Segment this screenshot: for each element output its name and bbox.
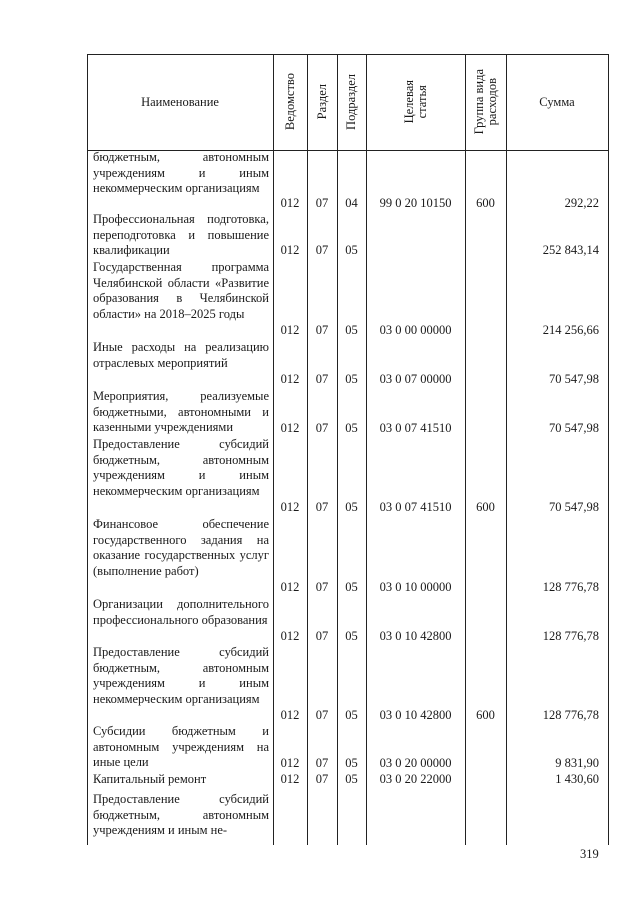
row-podrazdel: 05 (345, 772, 358, 786)
row-celevaya: 99 0 20 10150 (379, 196, 452, 210)
header-gruppa (465, 54, 506, 150)
row-podrazdel: 05 (345, 580, 358, 594)
row-celevaya: 03 0 00 00000 (379, 323, 452, 337)
page-number: 319 (580, 847, 599, 861)
row-celevaya: 03 0 10 42800 (379, 708, 452, 722)
col-divider (506, 54, 507, 845)
row-summa: 9 831,90 (555, 756, 599, 770)
row-podrazdel: 04 (345, 196, 358, 210)
row-name: Мероприятия, реализуемые бюджетными, автономными и казенными учреждениями (93, 389, 269, 434)
row-name: бюджетным, автономным учреждениям и иным некоммерческим организациям (93, 150, 269, 195)
row-razdel: 07 (315, 323, 329, 337)
col-divider (273, 54, 274, 845)
row-summa: 128 776,78 (542, 580, 599, 594)
row-name: Предоставление субсидий бюджетным, автономным учреждениям и иным не- (93, 792, 269, 837)
row-summa: 128 776,78 (542, 708, 599, 722)
row-celevaya: 03 0 20 00000 (379, 756, 452, 770)
row-vedomstvo: 012 (280, 243, 300, 257)
row-razdel: 07 (315, 243, 329, 257)
row-razdel: 07 (315, 421, 329, 435)
header-podrazdel-label: Подраздел (344, 74, 358, 130)
row-name: Предоставление субсидий бюджетным, автономным учреждениям и иным некоммерческим организациям (93, 437, 269, 498)
row-vedomstvo: 012 (280, 372, 300, 386)
row-celevaya: 03 0 10 00000 (379, 580, 452, 594)
header-celevaya-label: Целевая статья (401, 80, 429, 124)
row-name: Капитальный ремонт (93, 772, 207, 786)
row-gruppa: 600 (476, 708, 495, 722)
header-summa (506, 54, 608, 150)
row-name: Государственная программа Челябинской области «Развитие образования в Челябинской области» на 2018–2025 годы (93, 260, 269, 321)
col-divider (307, 54, 308, 845)
row-summa: 128 776,78 (542, 629, 599, 643)
row-summa: 70 547,98 (549, 500, 599, 514)
row-podrazdel: 05 (345, 372, 358, 386)
row-podrazdel: 05 (345, 756, 358, 770)
row-razdel: 07 (315, 708, 329, 722)
row-name: Иные расходы на реализацию отраслевых мероприятий (93, 340, 269, 370)
row-summa: 292,22 (564, 196, 599, 210)
col-divider (465, 54, 466, 845)
header-celevaya (366, 54, 465, 150)
row-celevaya: 03 0 10 42800 (379, 629, 452, 643)
row-podrazdel: 05 (345, 421, 358, 435)
row-razdel: 07 (315, 629, 329, 643)
row-gruppa: 600 (476, 500, 495, 514)
row-summa: 70 547,98 (549, 372, 599, 386)
row-celevaya: 03 0 20 22000 (379, 772, 452, 786)
row-razdel: 07 (315, 756, 329, 770)
row-razdel: 07 (315, 772, 329, 786)
row-razdel: 07 (315, 580, 329, 594)
row-podrazdel: 05 (345, 323, 358, 337)
row-celevaya: 03 0 07 41510 (379, 421, 452, 435)
row-celevaya: 03 0 07 41510 (379, 500, 452, 514)
col-divider (337, 54, 338, 845)
header-vedomstvo (273, 54, 307, 150)
row-podrazdel: 05 (345, 243, 358, 257)
row-summa: 252 843,14 (542, 243, 599, 257)
row-summa: 214 256,66 (542, 323, 599, 337)
header-razdel (307, 54, 337, 150)
row-name: Финансовое обеспечение государственного задания на оказание государственных услуг (выполнение работ) (93, 517, 269, 578)
header-summa-label: Сумма (539, 94, 575, 109)
row-vedomstvo: 012 (280, 421, 300, 435)
header-gruppa-label: Группа вида расходов (471, 69, 499, 135)
row-name: Профессиональная подготовка, переподготовка и повышение квалификации (93, 212, 269, 257)
table-border-right (608, 54, 609, 845)
row-vedomstvo: 012 (280, 500, 300, 514)
row-name: Организации дополнительного профессионального образования (93, 597, 269, 627)
table-border-left (87, 54, 88, 845)
row-razdel: 07 (315, 500, 329, 514)
row-vedomstvo: 012 (280, 323, 300, 337)
row-podrazdel: 05 (345, 708, 358, 722)
row-vedomstvo: 012 (280, 708, 300, 722)
row-celevaya: 03 0 07 00000 (379, 372, 452, 386)
row-name: Предоставление субсидий бюджетным, автономным учреждениям и иным некоммерческим организациям (93, 645, 269, 706)
row-vedomstvo: 012 (280, 772, 300, 786)
row-vedomstvo: 012 (280, 196, 300, 210)
header-name (87, 54, 273, 150)
row-vedomstvo: 012 (280, 580, 300, 594)
row-name: Субсидии бюджетным и автономным учреждениям на иные цели (93, 724, 269, 769)
row-podrazdel: 05 (345, 629, 358, 643)
col-divider (366, 54, 367, 845)
header-razdel-label: Раздел (314, 84, 329, 120)
row-vedomstvo: 012 (280, 756, 300, 770)
row-summa: 1 430,60 (555, 772, 599, 786)
row-vedomstvo: 012 (280, 629, 300, 643)
header-name-label: Наименование (141, 94, 219, 109)
row-gruppa: 600 (476, 196, 495, 210)
row-razdel: 07 (315, 372, 329, 386)
header-vedomstvo-label: Ведомство (282, 73, 297, 131)
row-razdel: 07 (315, 196, 329, 210)
header-podrazdel (337, 54, 366, 150)
row-summa: 70 547,98 (549, 421, 599, 435)
row-podrazdel: 05 (345, 500, 358, 514)
budget-table (87, 54, 609, 845)
